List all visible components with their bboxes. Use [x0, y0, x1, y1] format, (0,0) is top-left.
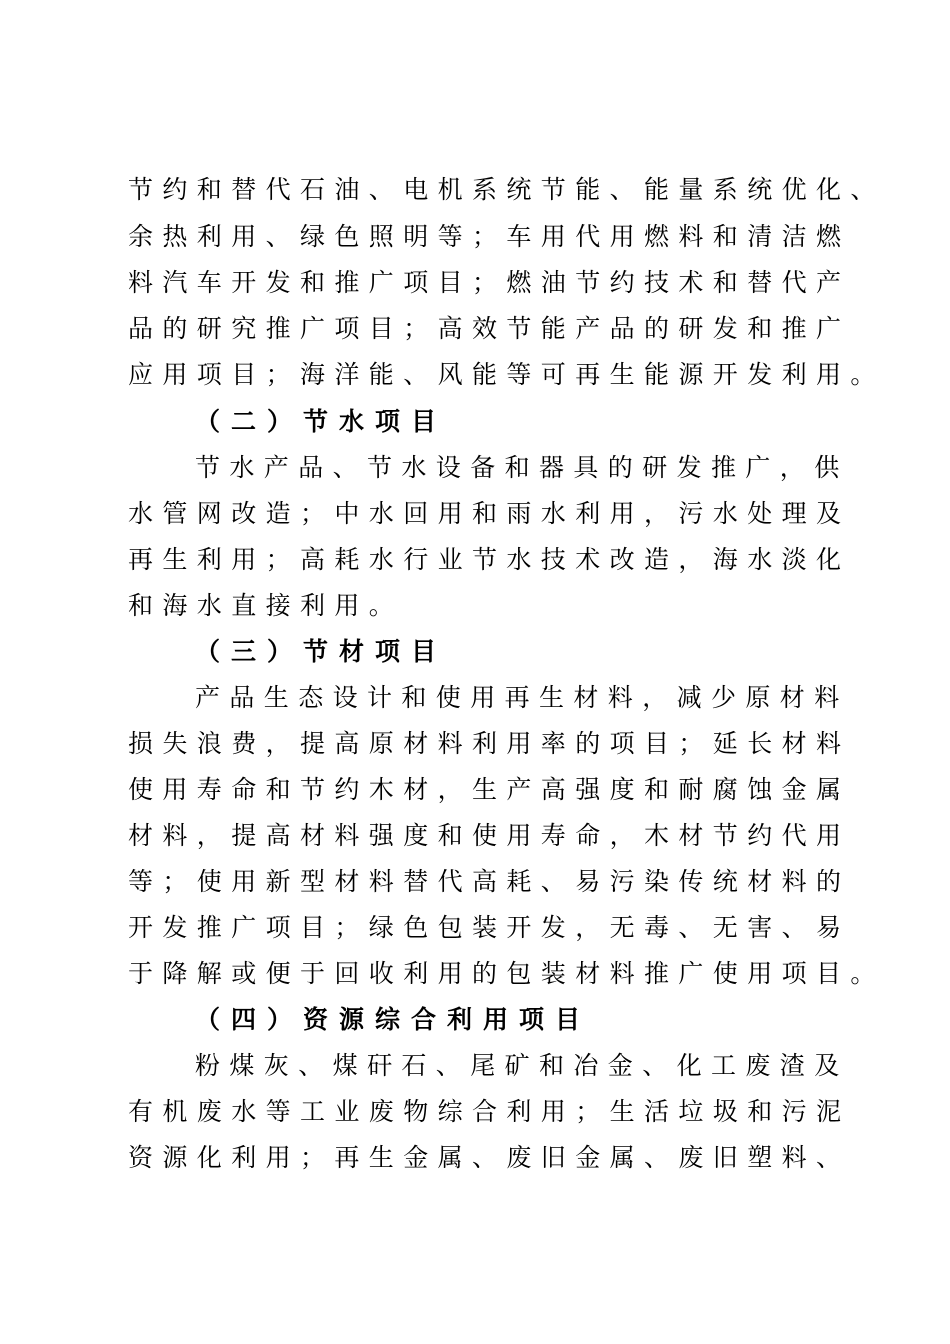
body-line-10: 产品生态设计和使用再生材料，减少原材料	[195, 683, 849, 712]
body-line-15: 开发推广项目；绿色包装开发，无毒、无害、易	[128, 913, 851, 942]
section-heading-material-saving: （三）节材项目	[195, 637, 448, 666]
body-line-13: 材料，提高材料强度和使用寿命，木材节约代用	[128, 821, 851, 850]
body-line-19: 资源化利用；再生金属、废旧金属、废旧塑料、	[128, 1143, 851, 1172]
section-heading-water-saving: （二）节水项目	[195, 407, 448, 436]
body-line-17: 粉煤灰、煤矸石、尾矿和冶金、化工废渣及	[195, 1051, 849, 1080]
body-line-16: 于降解或便于回收利用的包装材料推广使用项目。	[128, 959, 885, 988]
body-line-12: 使用寿命和节约木材，生产高强度和耐腐蚀金属	[128, 775, 851, 804]
body-line-9: 和海水直接利用。	[128, 591, 404, 620]
section-heading-resource-utilization: （四）资源综合利用项目	[195, 1005, 592, 1034]
body-line-4: 品的研究推广项目；高效节能产品的研发和推广	[128, 314, 851, 343]
body-line-7: 水管网改造；中水回用和雨水利用，污水处理及	[128, 499, 851, 528]
body-line-11: 损失浪费，提高原材料利用率的项目；延长材料	[128, 729, 851, 758]
body-line-3: 料汽车开发和推广项目；燃油节约技术和替代产	[128, 268, 851, 297]
body-line-5: 应用项目；海洋能、风能等可再生能源开发利用。	[128, 360, 885, 389]
body-line-8: 再生利用；高耗水行业节水技术改造，海水淡化	[128, 545, 851, 574]
body-line-18: 有机废水等工业废物综合利用；生活垃圾和污泥	[128, 1097, 851, 1126]
body-line-14: 等；使用新型材料替代高耗、易污染传统材料的	[128, 867, 851, 896]
body-line-1: 节约和替代石油、电机系统节能、能量系统优化、	[128, 175, 885, 204]
body-line-6: 节水产品、节水设备和器具的研发推广，供	[195, 453, 849, 482]
body-line-2: 余热利用、绿色照明等；车用代用燃料和清洁燃	[128, 222, 851, 251]
